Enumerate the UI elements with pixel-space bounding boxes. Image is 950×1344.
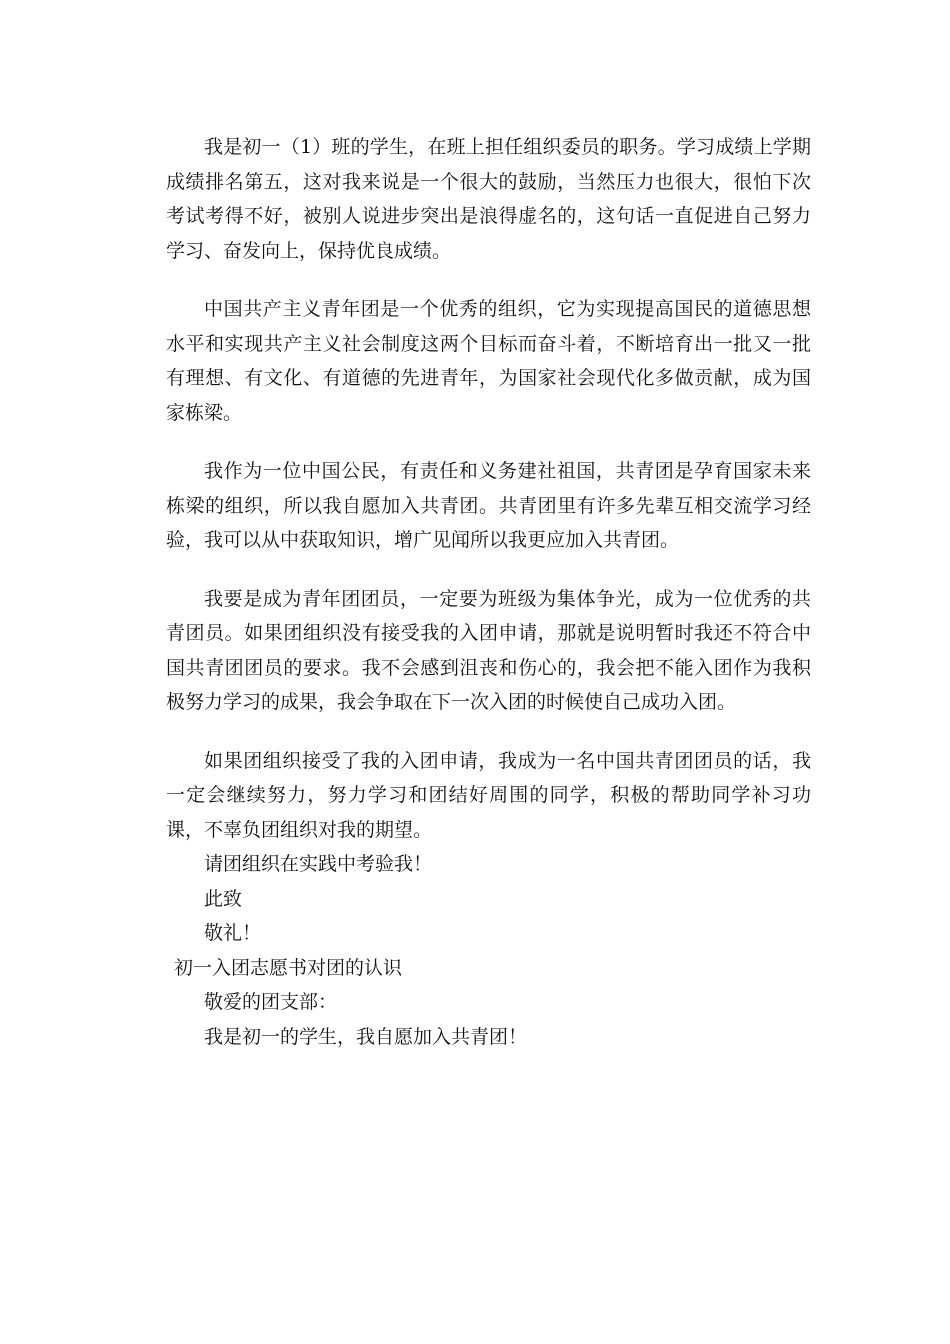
greeting-line: 敬爱的团支部： [204, 991, 338, 1013]
paragraph-5: 如果团组织接受了我的入团申请，我成为一名中国共青团团员的话，我一定会继续努力，努力学习和团结好周围的同学，积极的帮助同学补习功课，不辜负团组织对我的期望。 [166, 749, 811, 841]
opening-line: 我是初一的学生，我自愿加入共青团！ [204, 1025, 528, 1048]
closing-salute-2: 敬礼！ [204, 922, 262, 944]
paragraph-3: 我作为一位中国公民，有责任和义务建社祖国，共青团是孕育国家未来栋梁的组织，所以我自愿加入共青团。共青团里有许多先辈互相交流学习经验，我可以从中获取知识，增广见闻所以我更应加入共青团。 [166, 460, 811, 551]
paragraph-1: 我是初一（1）班的学生，在班上担任组织委员的职务。学习成绩上学期成绩排名第五，这对我来说是一个很大的鼓励，当然压力也很大，很怕下次考试考得不好，被别人说进步突出是浪得虚名的，这句话一直促进自己努力学习、奋发向上，保持优良成绩。 [166, 136, 811, 262]
section-title: 初一入团志愿书对团的认识 [174, 956, 403, 979]
document-body [166, 130, 811, 1054]
closing-request: 请团组织在实践中考验我！ [204, 853, 433, 875]
closing-salute-1: 此致 [204, 887, 243, 910]
paragraph-2: 中国共产主义青年团是一个优秀的组织，它为实现提高国民的道德思想水平和实现共产主义社会制度这两个目标而奋斗着，不断培育出一批又一批有理想、有文化、有道德的先进青年，为国家社会现代化多做贡献，成为国家栋梁。 [166, 298, 811, 424]
paragraph-4: 我要是成为青年团团员，一定要为班级为集体争光，成为一位优秀的共青团员。如果团组织没有接受我的入团申请，那就是说明暂时我还不符合中国共青团团员的要求。我不会感到沮丧和伤心的，我会把不能入团作为我积极努力学习的成果，我会争取在下一次入团的时候使自己成功入团。 [166, 587, 811, 713]
